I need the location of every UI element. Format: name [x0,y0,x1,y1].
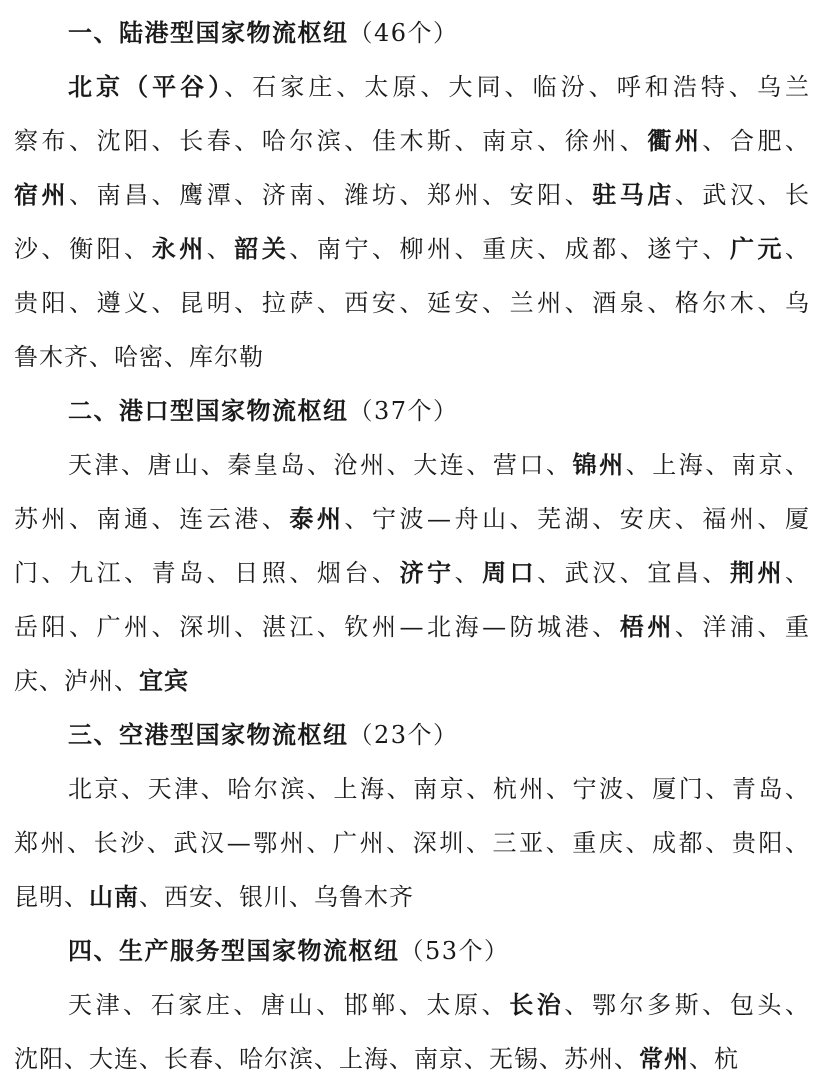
highlighted-city: 梧州 [619,613,675,641]
city-list-text: 、鄂尔多斯、包头、 [564,991,811,1019]
text-line [14,122,810,160]
highlighted-city: 广元 [729,235,786,263]
highlighted-city: 周口 [482,559,538,587]
city-list-text: 鲁木齐、哈密、库尔勒 [14,343,264,371]
highlighted-city: 荆州 [729,559,786,587]
text-line [68,446,810,484]
text-line [14,500,810,538]
section-heading [68,932,810,970]
text-line [14,878,810,916]
city-list-text: 、宁波—舟山、芜湖、安庆、福州、厦 [344,505,811,533]
city-list-text: 察布、沈阳、长春、哈尔滨、佳木斯、南京、徐州、 [14,127,648,155]
text-line [14,824,810,862]
city-list-text: 、 [785,559,811,587]
text-line [14,1040,810,1078]
highlighted-city: 衢州 [647,127,703,155]
city-list-text: 、洋浦、重 [674,613,811,641]
city-list-text: 天津、唐山、秦皇岛、沧州、大连、营口、 [68,451,573,479]
city-list-text: 苏州、南通、连云港、 [14,505,290,533]
text-line [68,68,810,106]
highlighted-city: 永州 [151,235,207,263]
highlighted-city: 山南 [89,883,139,911]
city-list-text: 、杭 [689,1045,739,1073]
section-count: （46个） [348,19,459,47]
text-line [14,338,810,376]
text-line [14,176,810,214]
section-heading [68,14,810,52]
city-list-text: 、 [206,235,235,263]
section-title: 一、陆港型国家物流枢纽 [68,19,349,47]
city-list-text: 、南宁、柳州、重庆、成都、遂宁、 [289,235,730,263]
city-list-text: 、上海、南京、 [625,451,811,479]
text-line [68,770,810,808]
text-line [14,284,810,322]
city-list-text: 郑州、长沙、武汉—鄂州、广州、深圳、三亚、重庆、成都、贵阳、 [14,829,810,857]
city-list-text: 庆、泸州、 [14,667,139,695]
highlighted-city: 宜宾 [139,667,189,695]
city-list-text: 、 [785,235,811,263]
city-list-text: 门、九江、青岛、日照、烟台、 [14,559,400,587]
city-list-text: 贵阳、遵义、昆明、拉萨、西安、延安、兰州、酒泉、格尔木、乌 [14,289,810,317]
city-list-text: 沙、衡阳、 [14,235,152,263]
highlighted-city: 济宁 [399,559,455,587]
highlighted-city: 长治 [509,991,565,1019]
highlighted-city: 泰州 [289,505,345,533]
text-line [14,662,810,700]
city-list-text: 昆明、 [14,883,89,911]
section-heading [68,716,810,754]
section-title: 二、港口型国家物流枢纽 [68,397,349,425]
text-line [14,608,810,646]
city-list-text: 岳阳、广州、深圳、湛江、钦州—北海—防城港、 [14,613,620,641]
city-list-text: 北京、天津、哈尔滨、上海、南京、杭州、宁波、厦门、青岛、 [68,775,810,803]
highlighted-city: 北京（平谷） [68,73,225,101]
text-line [14,554,810,592]
highlighted-city: 锦州 [572,451,626,479]
city-list-text: 、武汉、长 [674,181,811,209]
highlighted-city: 韶关 [234,235,290,263]
text-line [14,230,810,268]
city-list-text: 、南昌、鹰潭、济南、潍坊、郑州、安阳、 [69,181,593,209]
city-list-text: 、 [454,559,483,587]
section-title: 四、生产服务型国家物流枢纽 [68,937,400,965]
section-count: （37个） [348,397,459,425]
highlighted-city: 驻马店 [592,181,675,209]
city-list-text: 、合肥、 [702,127,811,155]
highlighted-city: 宿州 [14,181,70,209]
section-count: （23个） [348,721,459,749]
city-list-text: 沈阳、大连、长春、哈尔滨、上海、南京、无锡、苏州、 [14,1045,639,1073]
city-list-text: 、石家庄、太原、大同、临汾、呼和浩特、乌兰 [224,73,811,101]
section-heading [68,392,810,430]
city-list-text: 天津、石家庄、唐山、邯郸、太原、 [68,991,510,1019]
highlighted-city: 常州 [639,1045,689,1073]
text-line [68,986,810,1024]
city-list-text: 、西安、银川、乌鲁木齐 [139,883,414,911]
city-list-text: 、武汉、宜昌、 [537,559,730,587]
section-title: 三、空港型国家物流枢纽 [68,721,349,749]
section-count: （53个） [399,937,510,965]
